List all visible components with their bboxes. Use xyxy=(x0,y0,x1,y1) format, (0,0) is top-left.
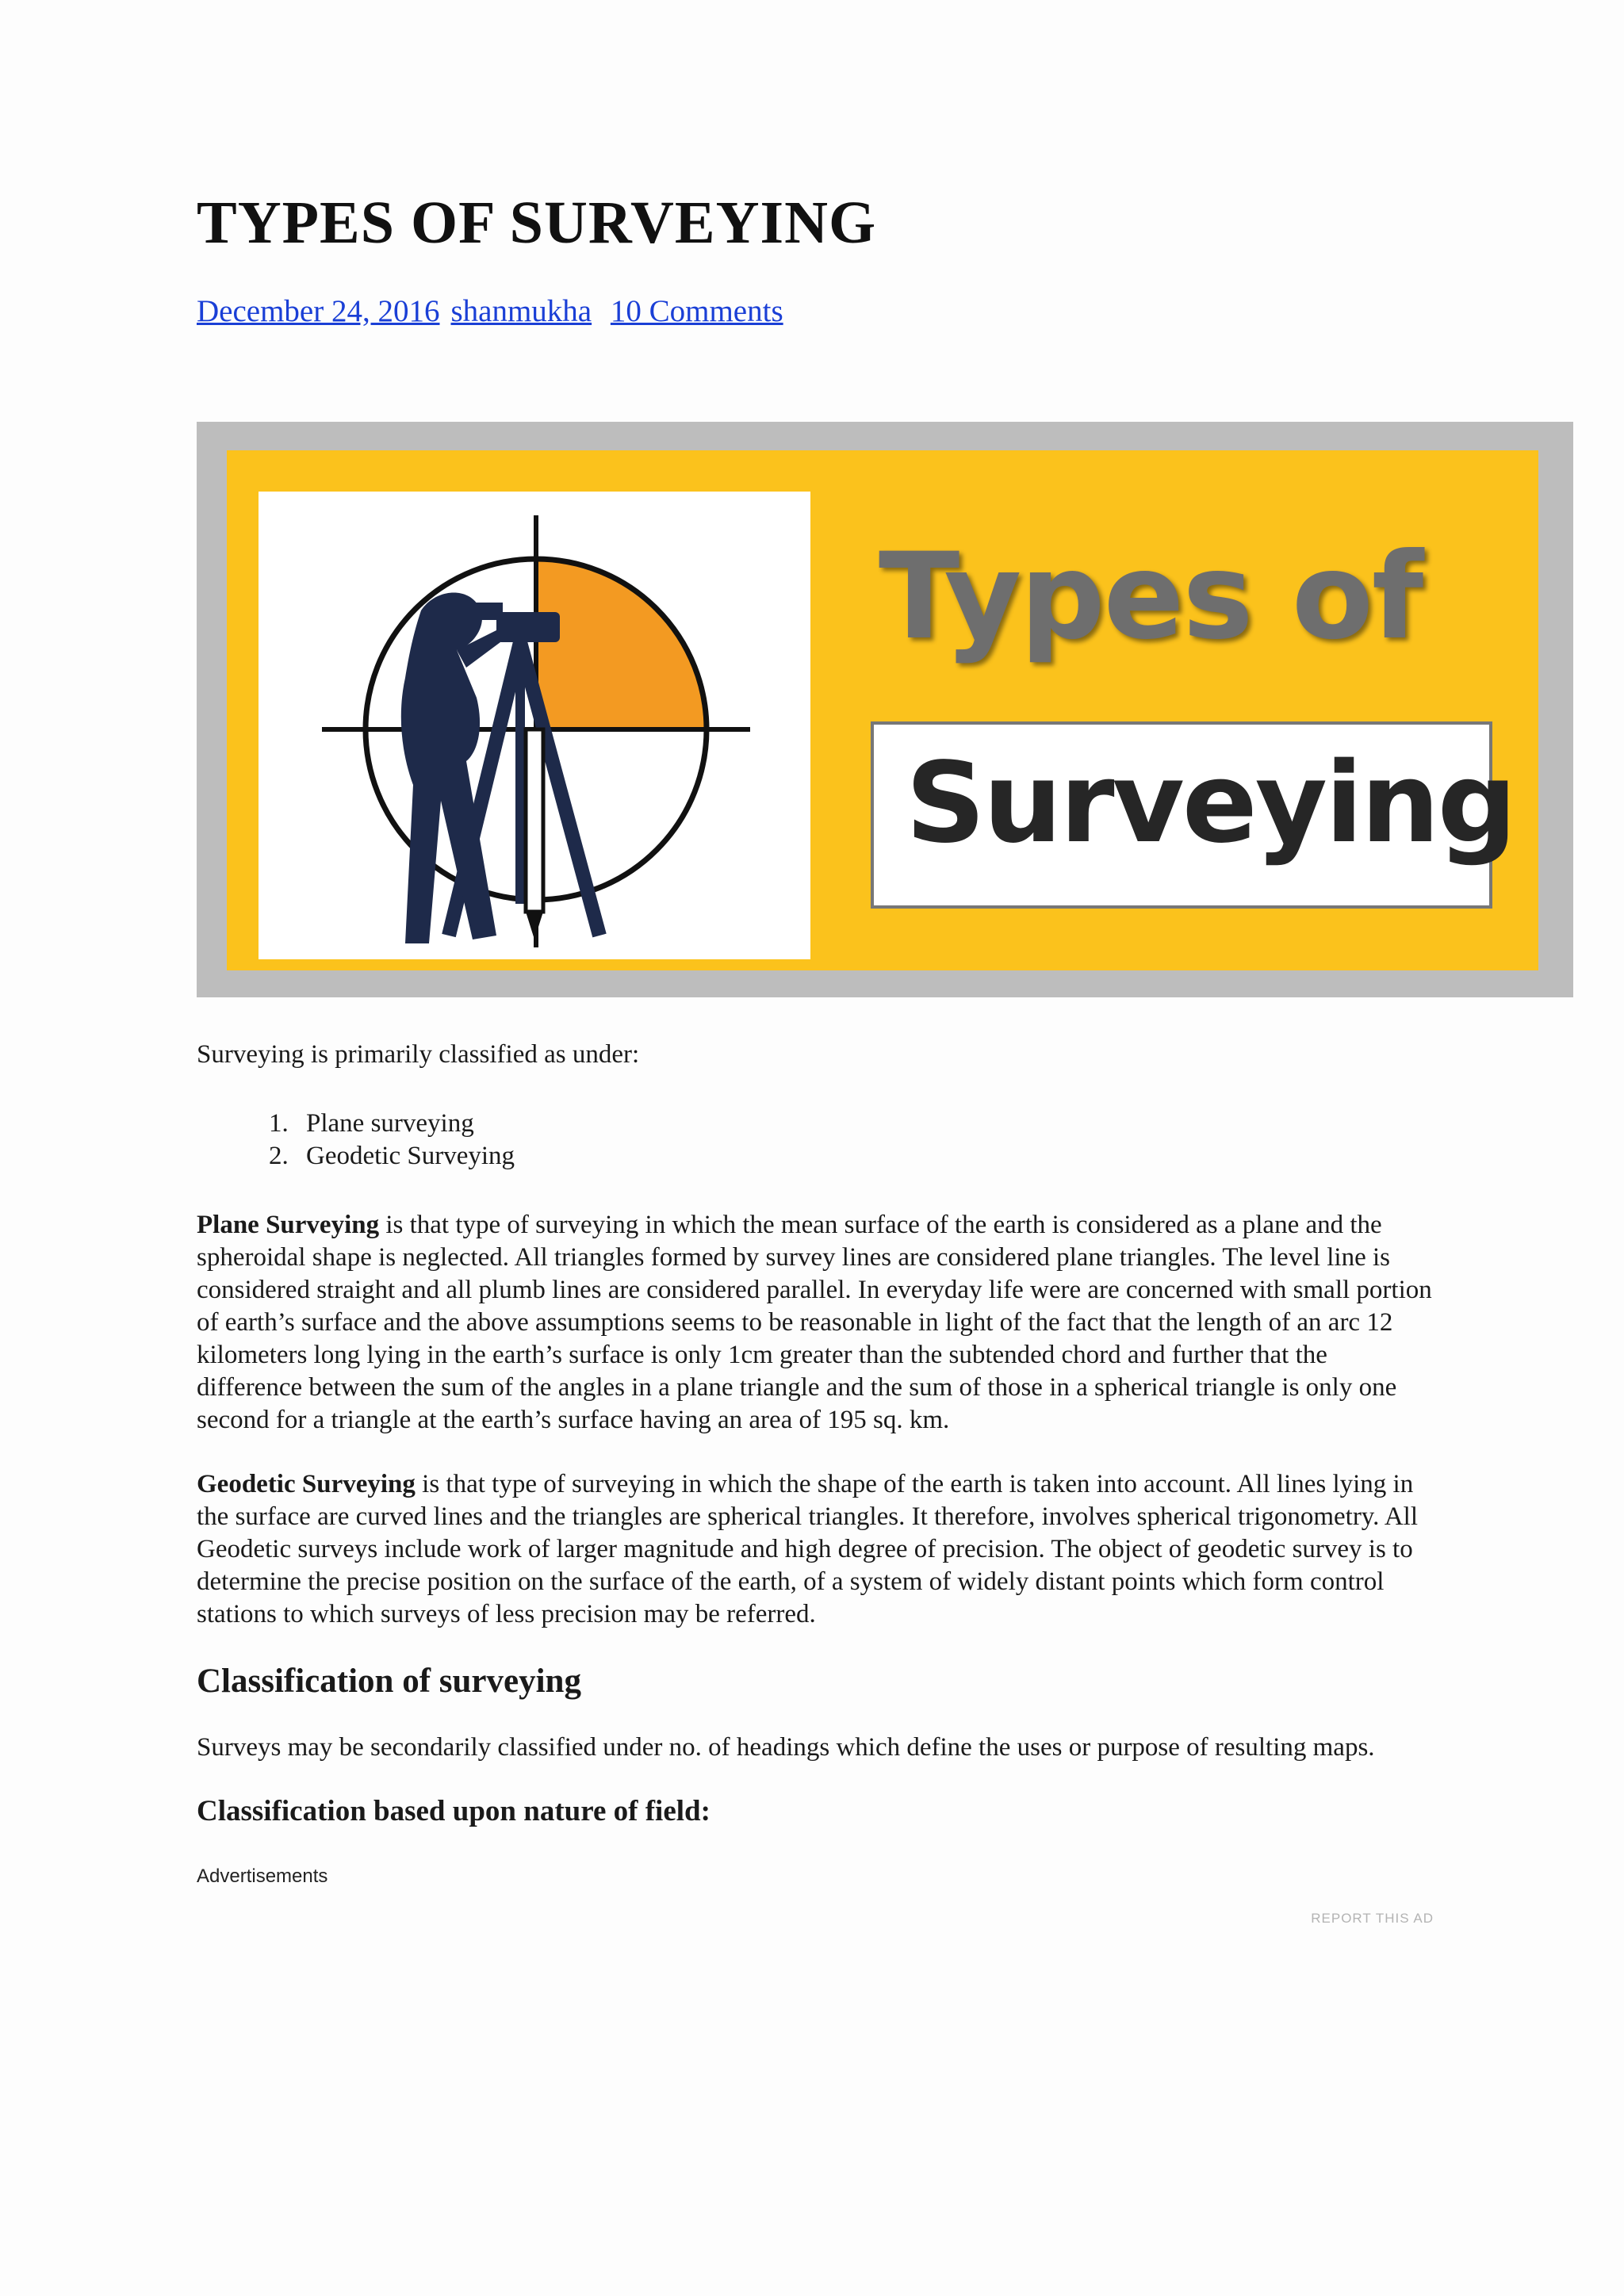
intro-paragraph: Surveying is primarily classified as under: xyxy=(197,1040,640,1069)
article-content xyxy=(197,189,1515,1926)
advertisements-label: Advertisements xyxy=(197,1865,328,1887)
classification-heading: Classification of surveying xyxy=(197,1663,581,1700)
banner-title-line2: Surveying xyxy=(906,739,1515,868)
plane-surveying-text: is that type of surveying in which the mean surface of the earth is considered as a plane and the spheroidal shape is neglected. All triangles formed by survey lines are considered plane triangles. The level line is considered straight and all plumb lines are considered parallel. In everyday life were are concerned with small portion of earth’s surface and the above assumptions seems to be reasonable in light of the fact that the length of an arc 12 kilometers long lying in the earth’s surface is only 1cm greater than the subtended chord and further that the difference between the sum of the angles in a plane triangle and the sum of those in a spherical triangle is only one second for a triangle at the earth’s surface having an area of 195 sq. km. xyxy=(197,1211,1432,1434)
banner-title-line1: Types of xyxy=(879,528,1423,666)
report-ad-link[interactable]: REPORT THIS AD xyxy=(1311,1910,1434,1926)
classification-paragraph: Surveys may be secondarily classified under no. of headings which define the uses or purpose of resulting maps. xyxy=(197,1733,1375,1762)
surveyor-logo-icon xyxy=(259,492,810,959)
comments-link[interactable]: 10 Comments xyxy=(610,293,783,328)
banner-yellow-panel xyxy=(227,450,1538,970)
surveyor-logo xyxy=(259,492,810,959)
geodetic-surveying-text: is that type of surveying in which the shape of the earth is taken into account. All lines lying in the surface are curved lines and the triangles are spherical triangles. It therefore, involves spherical trigonometry. All Geodetic surveys include work of larger magnitude and high degree of precision. The object of geodetic survey is to determine the precise position on the surface of the earth, of a system of widely distant points which form control stations to which surveys of less precision may be referred. xyxy=(197,1470,1419,1628)
types-list xyxy=(197,1108,1434,1173)
list-item: 1. Plane surveying xyxy=(295,1108,1434,1140)
list-item: 2. Geodetic Surveying xyxy=(295,1140,1434,1173)
post-date-link[interactable]: December 24, 2016 xyxy=(197,293,440,328)
banner-title-box xyxy=(871,721,1515,909)
geodetic-surveying-paragraph xyxy=(197,1468,1434,1631)
article-meta xyxy=(197,293,1434,329)
hero-banner-image xyxy=(197,422,1573,997)
article-body xyxy=(197,1039,1434,1934)
nature-of-field-heading: Classification based upon nature of field: xyxy=(197,1795,710,1828)
geodetic-surveying-term: Geodetic Surveying xyxy=(197,1470,416,1498)
plane-surveying-paragraph xyxy=(197,1209,1434,1437)
plane-surveying-term: Plane Surveying xyxy=(197,1211,380,1239)
article-title: TYPES OF SURVEYING xyxy=(197,189,877,256)
author-link[interactable]: shanmukha xyxy=(450,293,592,328)
